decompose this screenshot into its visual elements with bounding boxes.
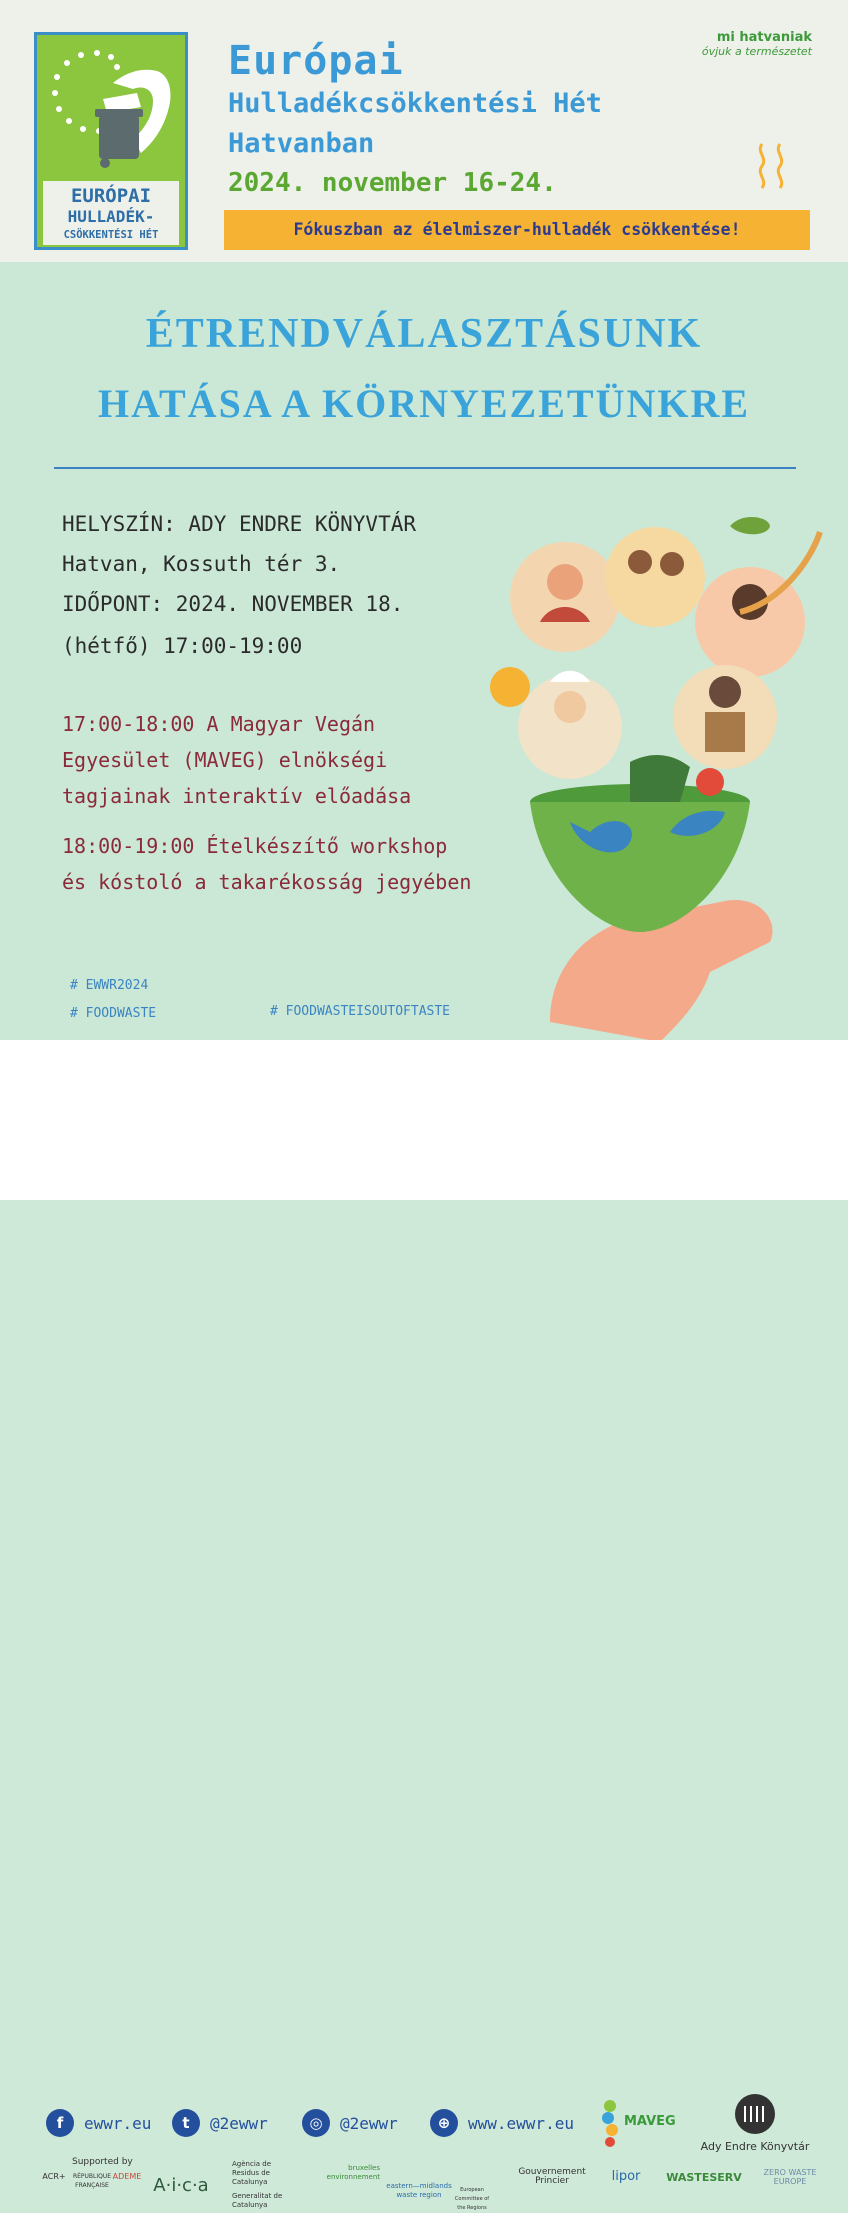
sponsor-committee-regions: European Committee of the Regions [454,2187,490,2211]
twitter-link[interactable] [172,2108,268,2138]
sponsor-generalitat: Generalitat de Catalunya [232,2192,283,2209]
time-label: IDŐPONT: 2024. NOVEMBER 18. [62,592,404,616]
sponsor-lipor: lipor [611,2169,641,2184]
sponsor-wasteserv: WASTESERV [666,2171,742,2184]
website-link[interactable] [430,2108,574,2138]
food-illustration [480,502,840,1042]
instagram-label: @2ewwr [340,2113,398,2133]
main-content [0,262,848,1040]
supported-by: Supported by [72,2157,133,2167]
program2-line2: és kóstoló a takarékosság jegyében [62,870,472,894]
sponsor-eastern-midlands: eastern—midlands waste region [386,2182,452,2199]
library-logo [700,2092,810,2153]
sponsor-aica: A·i·c·a [153,2175,209,2196]
sponsor-zero-waste: ZERO WASTE EUROPE [763,2168,817,2186]
heading-line-1: ÉTRENDVÁLASZTÁSUNK [145,311,703,357]
header [0,0,848,262]
sponsor-ademe: ADEME [112,2172,142,2181]
library-label: Ady Endre Könyvtár [700,2140,810,2153]
twitter-label: @2ewwr [210,2113,268,2133]
hashtag-ewwr2024: # EWWR2024 [70,978,149,993]
brand-name: mi hatvaniak [716,30,812,45]
logo-line-2: HULLADÉK- [67,207,155,226]
title-line-2: Hulladékcsökkentési Hét [228,88,602,119]
sponsor-arc: Agència de Residus de Catalunya [232,2160,272,2186]
maveg-logo [598,2098,622,2152]
program2-line1: 18:00-19:00 Ételkészítő workshop [62,834,448,858]
program1-line2: Egyesület (MAVEG) elnökségi [62,748,388,772]
website-label: www.ewwr.eu [468,2113,574,2133]
heading-line-2: HATÁSA A KÖRNYEZETÜNKRE [97,381,751,426]
library-icon [733,2092,777,2136]
sponsor-bruxelles: bruxelles environnement [326,2164,380,2181]
sponsor-france: RÉPUBLIQUE FRANÇAISE [72,2173,112,2189]
facebook-icon: f [46,2109,74,2137]
brand-logo [702,30,812,58]
address: Hatvan, Kossuth tér 3. [62,552,341,576]
location-label: HELYSZÍN: ADY ENDRE KÖNYVTÁR [62,512,417,536]
brand-subtitle: óvjuk a természetet [701,45,812,58]
sponsor-monaco: Gouvernement Princier [518,2167,586,2186]
sponsor-acr: ACR+ [42,2172,66,2181]
hand-bin-icon [45,43,177,175]
logo-line-3: CSÖKKENTÉSI HÉT [63,229,159,241]
focus-banner: Fókuszban az élelmiszer-hulladék csökkentése! [224,210,810,250]
logo-line-1: EURÓPAI [70,185,152,207]
instagram-icon: ◎ [302,2109,330,2137]
title-line-3: Hatvanban [228,128,375,159]
hashtag-foodwaste: # FOODWASTE [70,1006,157,1021]
time-value: (hétfő) 17:00-19:00 [62,634,303,658]
footer [0,1040,848,2211]
steam-icon [752,140,792,192]
hashtag-foodwasteisoutoftaste: # FOODWASTEISOUTOFTASTE [270,1004,451,1019]
title-line-1: Európai [228,38,404,84]
program1-line3: tagjainak interaktív előadása [62,784,412,808]
facebook-label: ewwr.eu [84,2113,152,2133]
instagram-link[interactable] [302,2108,398,2138]
facebook-link[interactable] [46,2108,151,2138]
heading-divider [54,467,796,469]
event-date: 2024. november 16-24. [228,168,557,198]
twitter-icon: t [172,2109,200,2137]
program1-line1: 17:00-18:00 A Magyar Vegán [62,712,376,736]
ewwr-logo [34,32,188,250]
globe-icon: ⊕ [430,2109,458,2137]
maveg-mark-icon [598,2098,622,2148]
maveg-label: MAVEG [624,2114,676,2129]
